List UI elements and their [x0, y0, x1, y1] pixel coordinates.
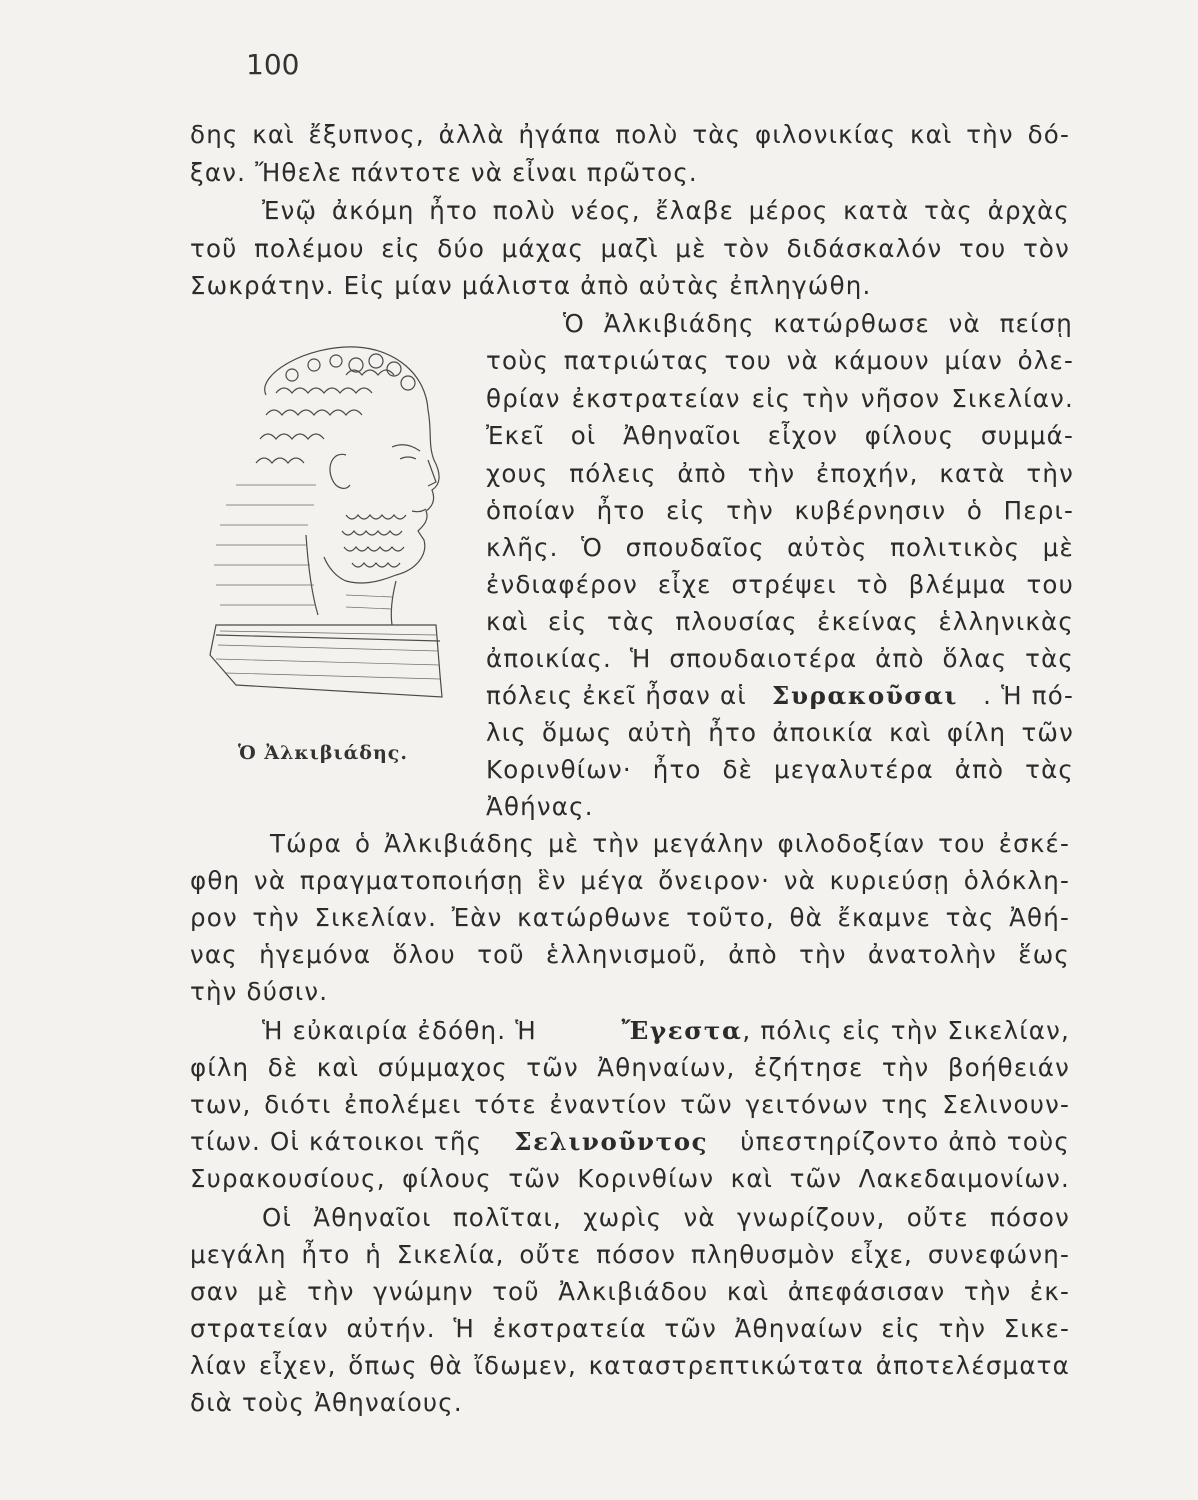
text-line: τοῦ πολέμου εἰς δύο μάχας μαζὶ μὲ τὸν διδάσκαλόν του τὸν [190, 234, 1070, 263]
text-line [190, 1127, 1070, 1157]
text-line: Κορινθίων· ἦτο δὲ μεγαλυτέρα ἀπὸ τὰς [486, 755, 1074, 784]
text-line: λις ὅμως αὐτὴ ἦτο ἀποικία καὶ φίλη τῶν [486, 718, 1074, 747]
text-segment: ὑπεστηρίζοντο ἀπὸ τοὺς [740, 1127, 1070, 1156]
alcibiades-portrait-illustration [196, 335, 466, 713]
text-line: ξαν. Ἤθελε πάντοτε νὰ εἶναι πρῶτος. [190, 158, 698, 187]
place-name-egesta: Ἔγεστα [621, 1016, 743, 1045]
text-line: δης καὶ ἔξυπνος, ἀλλὰ ἠγάπα πολὺ τὰς φιλονικίας καὶ τὴν δό- [190, 120, 1070, 149]
text-line: Ἀθήνας. [486, 792, 594, 821]
text-line: φίλη δὲ καὶ σύμμαχος τῶν Ἀθηναίων, ἐζήτησε τὴν βοήθειάν [190, 1053, 1070, 1082]
text-line: ὁποίαν ἦτο εἰς τὴν κυβέρνησιν ὁ Περι- [486, 496, 1074, 525]
text-line: Τώρα ὁ Ἀλκιβιάδης μὲ τὴν μεγάλην φιλοδοξίαν του ἐσκέ- [270, 829, 1070, 858]
text-segment: Ἡ εὐκαιρία ἐδόθη. Ἡ [262, 1016, 537, 1045]
text-line: των, διότι ἐπολέμει τότε ἐναντίον τῶν γειτόνων της Σελινουν- [190, 1090, 1070, 1119]
text-line: διὰ τοὺς Ἀθηναίους. [190, 1388, 463, 1417]
text-segment: . Ἡ πό- [983, 681, 1074, 710]
text-line: Ἐκεῖ οἱ Ἀθηναῖοι εἶχον φίλους συμμά- [486, 421, 1074, 450]
text-line: κλῆς. Ὁ σπουδαῖος αὐτὸς πολιτικὸς μὲ [486, 533, 1074, 562]
text-line: Συρακουσίους, φίλους τῶν Κορινθίων καὶ τῶν Λακεδαιμονίων. [190, 1164, 1070, 1193]
text-line: ἐνδιαφέρον εἶχε στρέψει τὸ βλέμμα του [486, 570, 1074, 599]
text-line: φθη νὰ πραγματοποιήσῃ ἓν μέγα ὄνειρον· νὰ κυριεύσῃ ὁλόκλη- [190, 866, 1070, 895]
text-line: Ὁ Ἀλκιβιάδης κατώρθωσε νὰ πείσῃ [563, 309, 1073, 338]
text-line: στρατείαν αὐτήν. Ἡ ἐκστρατεία τῶν Ἀθηναίων εἰς τὴν Σικε- [190, 1314, 1070, 1343]
text-line: ρον τὴν Σικελίαν. Ἐὰν κατώρθωνε τοῦτο, θὰ ἔκαμνε τὰς Ἀθή- [190, 903, 1070, 932]
text-line: τοὺς πατριώτας του νὰ κάμουν μίαν ὀλε- [486, 346, 1074, 375]
text-segment: τίων. Οἱ κάτοικοι τῆς [190, 1127, 483, 1156]
text-line: χους πόλεις ἀπὸ τὴν ἐποχήν, κατὰ τὴν [486, 459, 1074, 488]
text-line: τὴν δύσιν. [190, 977, 329, 1006]
page-number: 100 [246, 48, 300, 81]
text-line: καὶ εἰς τὰς πλουσίας ἐκείνας ἑλληνικὰς [486, 607, 1074, 636]
place-name-syracuse: Συρακοῦσαι [772, 681, 958, 710]
text-line: νας ἡγεμόνα ὅλου τοῦ ἑλληνισμοῦ, ἀπὸ τὴν ἀνατολὴν ἕως [190, 940, 1070, 969]
portrait-caption: Ὁ Ἀλκιβιάδης. [238, 742, 408, 764]
text-segment: , πόλις εἰς τὴν Σικελίαν, [742, 1016, 1070, 1045]
text-segment: πόλεις ἐκεῖ ἦσαν αἱ [486, 681, 747, 710]
text-line: σαν μὲ τὴν γνώμην τοῦ Ἀλκιβιάδου καὶ ἀπεφάσισαν τὴν ἐκ- [190, 1277, 1070, 1306]
text-line: μεγάλη ἦτο ἡ Σικελία, οὔτε πόσον πληθυσμὸν εἶχε, συνεφώνη- [190, 1240, 1070, 1269]
place-name-selinus: Σελινοῦντος [514, 1127, 709, 1156]
text-line: Ἐνῷ ἀκόμη ἦτο πολὺ νέος, ἔλαβε μέρος κατὰ τὰς ἀρχὰς [262, 196, 1070, 225]
text-line [486, 681, 1074, 711]
text-line: λίαν εἶχεν, ὅπως θὰ ἴδωμεν, καταστρεπτικώτατα ἀποτελέσματα [190, 1351, 1070, 1380]
text-line: θρίαν ἐκστρατείαν εἰς τὴν νῆσον Σικελίαν. [486, 384, 1074, 413]
text-line: Οἱ Ἀθηναῖοι πολῖται, χωρὶς νὰ γνωρίζουν, οὔτε πόσον [262, 1203, 1070, 1232]
text-line: Σωκράτην. Εἰς μίαν μάλιστα ἀπὸ αὐτὰς ἐπληγώθη. [190, 271, 872, 300]
text-line [262, 1016, 1070, 1046]
text-line: ἀποικίας. Ἡ σπουδαιοτέρα ἀπὸ ὅλας τὰς [486, 644, 1074, 673]
